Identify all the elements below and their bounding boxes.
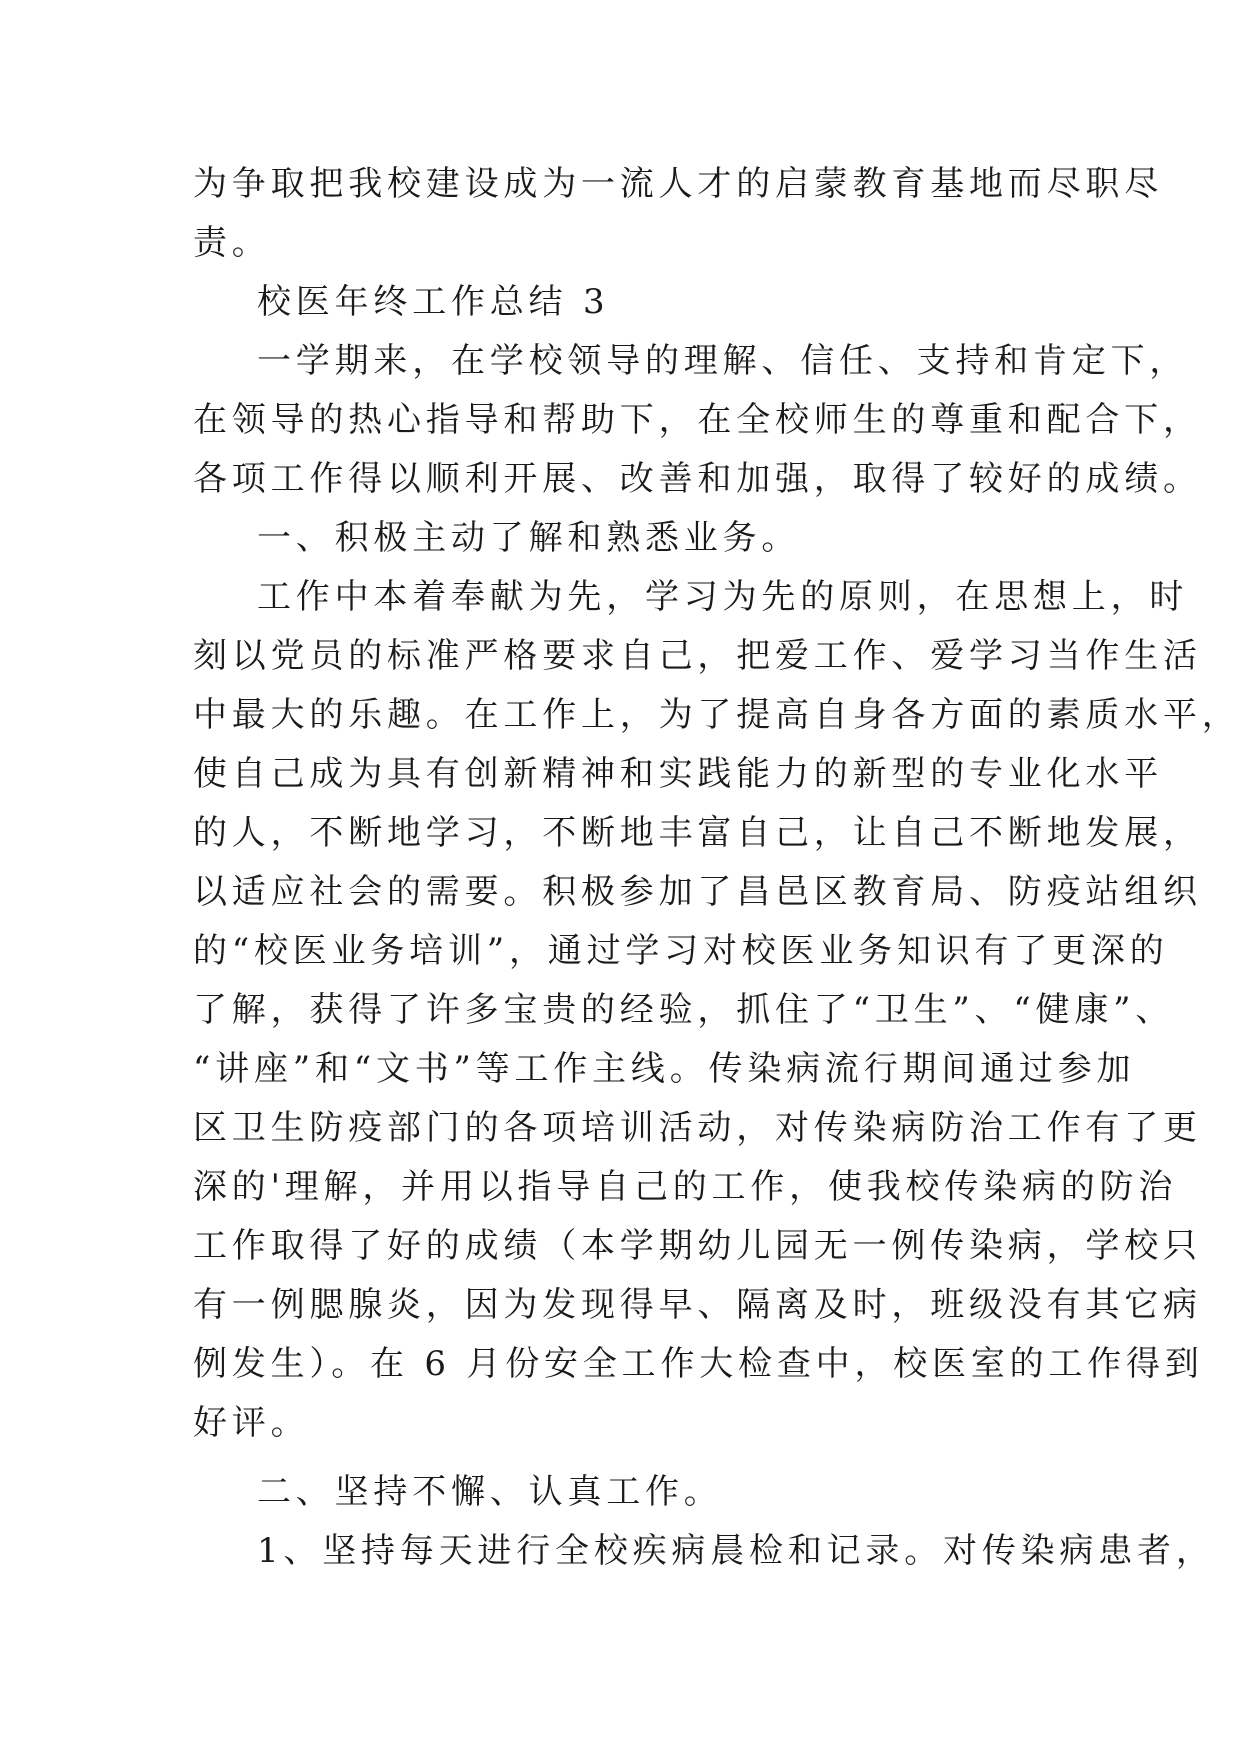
text-line: 一、积极主动了解和熟悉业务。 bbox=[257, 518, 801, 558]
text-line: 校医年终工作总结 3 bbox=[257, 282, 610, 322]
text-line: 区卫生防疫部门的各项培训活动，对传染病防治工作有了更 bbox=[193, 1108, 1202, 1148]
text-line: 在领导的热心指导和帮助下，在全校师生的尊重和配合下， bbox=[193, 400, 1202, 440]
text-line: 了解，获得了许多宝贵的经验，抓住了“卫生”、“健康”、 bbox=[193, 990, 1175, 1030]
text-line: 例发生）。在 6 月份安全工作大检查中，校医室的工作得到 bbox=[193, 1344, 1204, 1384]
text-line: 的人，不断地学习，不断地丰富自己，让自己不断地发展， bbox=[193, 813, 1202, 853]
text-line: 为争取把我校建设成为一流人才的启蒙教育基地而尽职尽 bbox=[193, 164, 1163, 204]
text-line: 中最大的乐趣。在工作上，为了提高自身各方面的素质水平， bbox=[193, 695, 1241, 735]
text-line: 工作中本着奉献为先，学习为先的原则，在思想上，时 bbox=[257, 577, 1189, 617]
text-line: 以适应社会的需要。积极参加了昌邑区教育局、防疫站组织 bbox=[193, 872, 1202, 912]
text-line: 刻以党员的标准严格要求自己，把爱工作、爱学习当作生活 bbox=[193, 636, 1202, 676]
text-line: 使自己成为具有创新精神和实践能力的新型的专业化水平 bbox=[193, 754, 1163, 794]
text-line: 工作取得了好的成绩（本学期幼儿园无一例传染病，学校只 bbox=[193, 1226, 1202, 1266]
text-line: 一学期来，在学校领导的理解、信任、支持和肯定下， bbox=[257, 341, 1189, 381]
text-line: 深的'理解，并用以指导自己的工作，使我校传染病的防治 bbox=[193, 1167, 1178, 1207]
text-line: 二、坚持不懈、认真工作。 bbox=[257, 1472, 723, 1512]
text-line: 1、坚持每天进行全校疾病晨检和记录。对传染病患者， bbox=[257, 1531, 1215, 1571]
text-line: 责。 bbox=[193, 223, 271, 263]
text-line: 各项工作得以顺利开展、改善和加强，取得了较好的成绩。 bbox=[193, 459, 1202, 499]
text-line: “讲座”和“文书”等工作主线。传染病流行期间通过参加 bbox=[193, 1049, 1136, 1089]
document-body bbox=[193, 155, 1241, 1581]
text-line: 的“校医业务培训”，通过学习对校医业务知识有了更深的 bbox=[193, 931, 1169, 971]
text-line: 好评。 bbox=[193, 1403, 310, 1443]
text-line: 有一例腮腺炎，因为发现得早、隔离及时，班级没有其它病 bbox=[193, 1285, 1202, 1325]
